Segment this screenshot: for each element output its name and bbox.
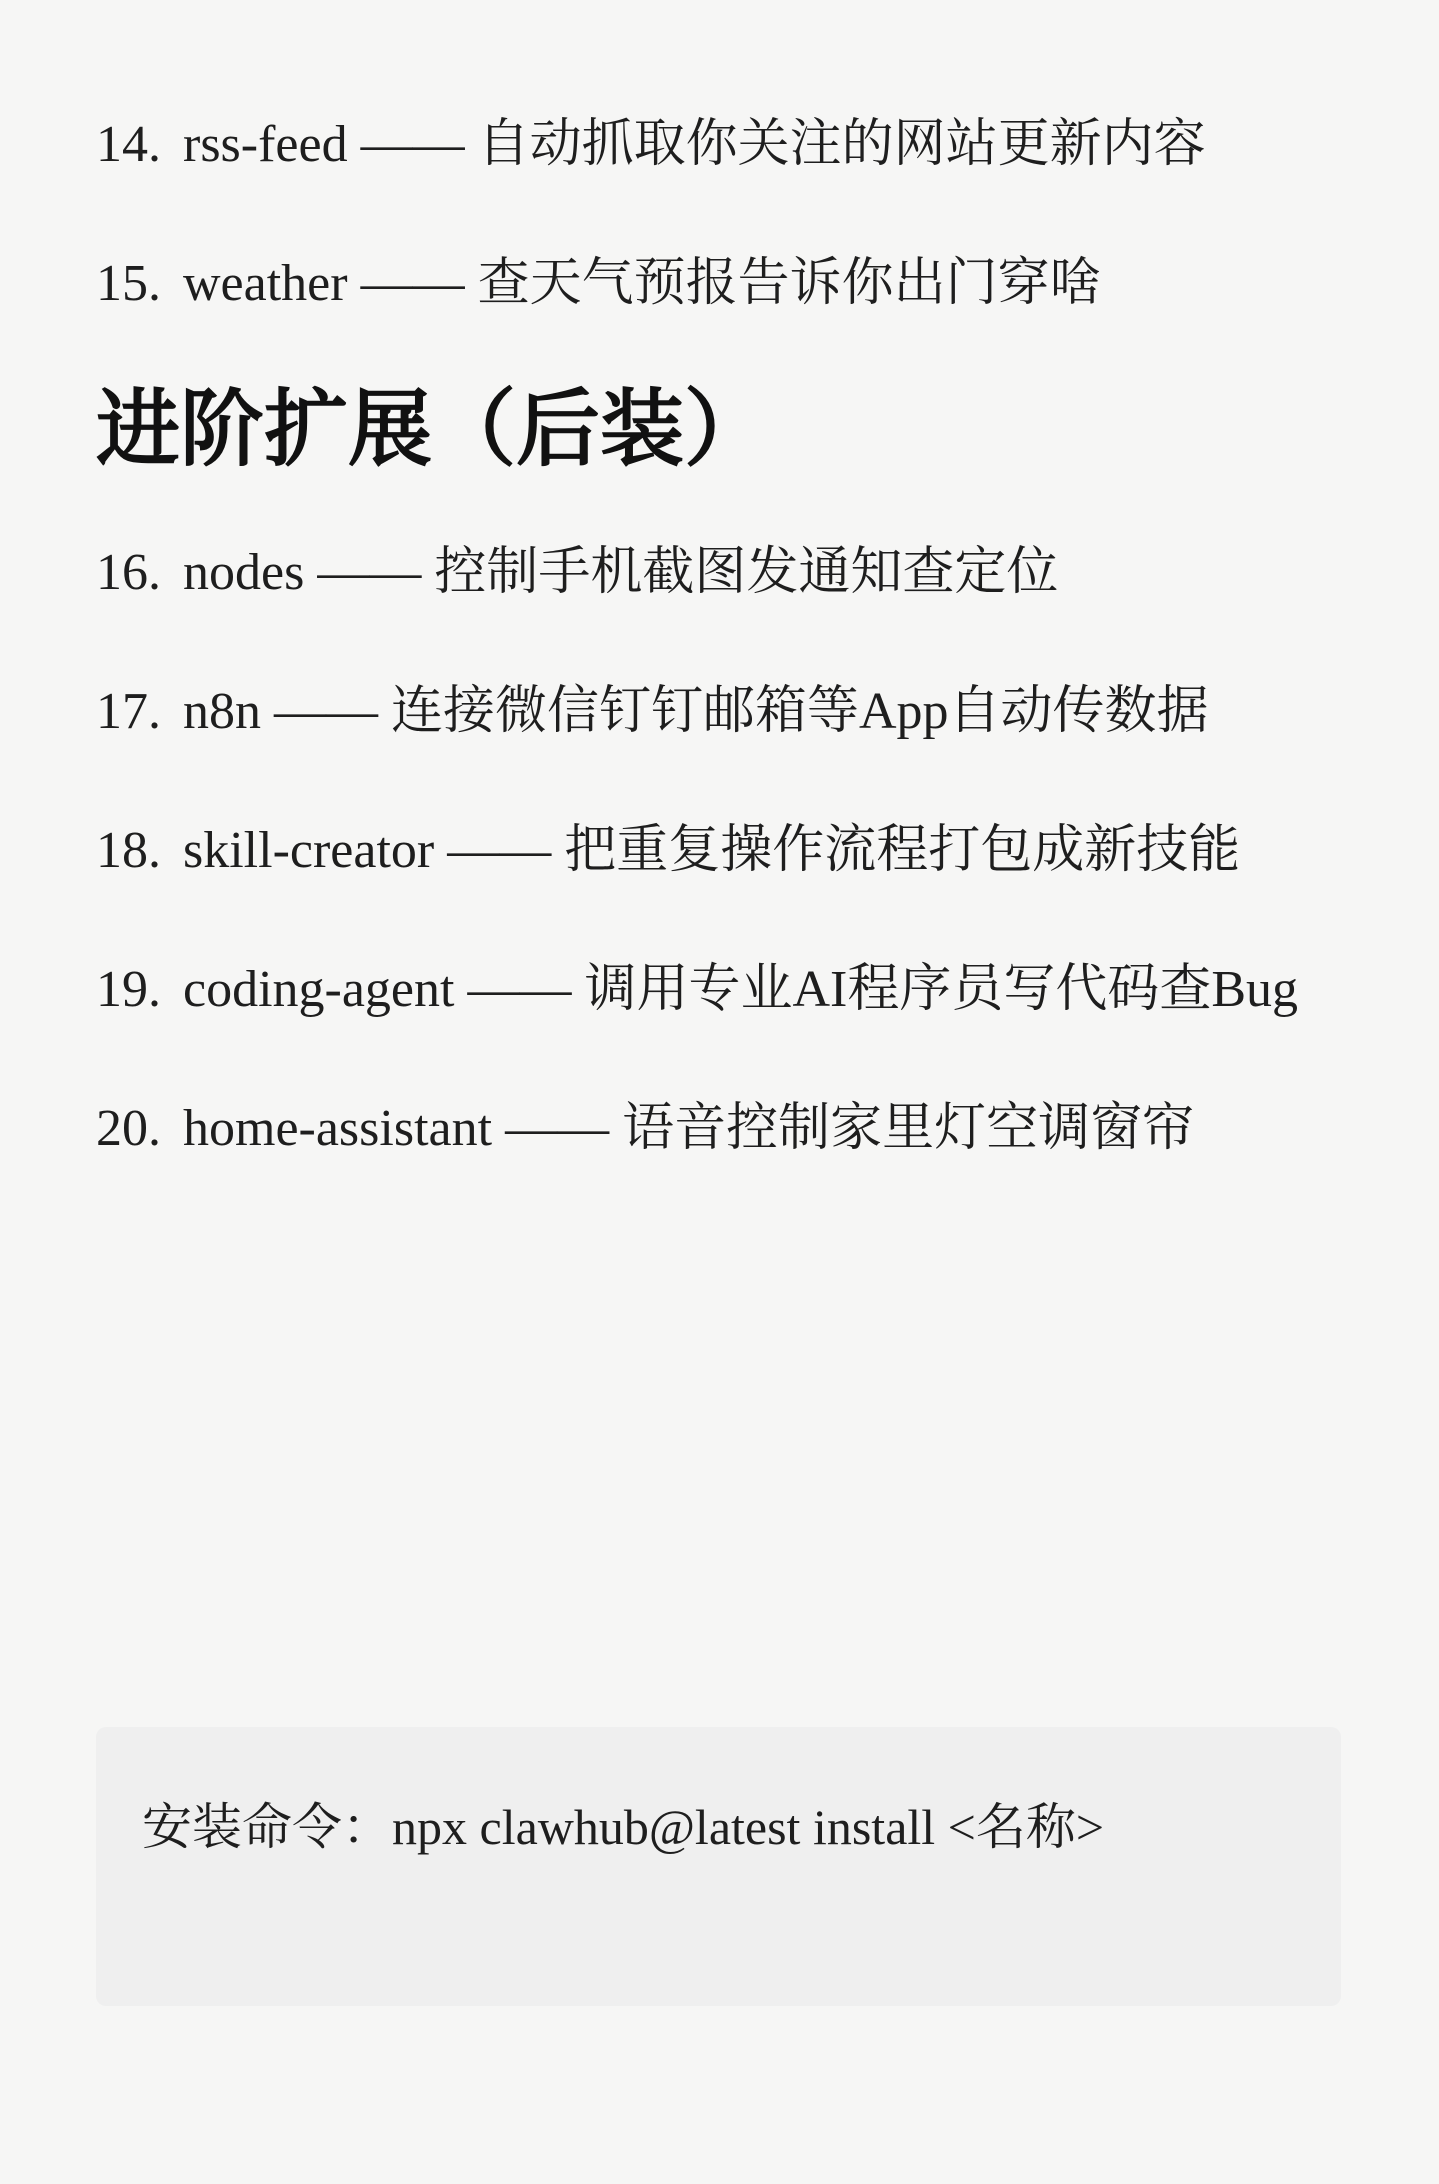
item-number: 20. [96,1100,161,1157]
install-command: npx clawhub@latest install <名称> [392,1799,1105,1855]
item-name: coding-agent [183,961,455,1018]
item-desc: 连接微信钉钉邮箱等App自动传数据 [391,683,1209,740]
item-dash: —— [467,961,572,1018]
item-dash: —— [317,544,422,601]
document-body [96,96,1346,1219]
item-desc: 查天气预报告诉你出门穿啥 [477,255,1102,312]
install-command-box [96,1727,1341,2006]
item-dash: —— [447,822,552,879]
item-desc: 把重复操作流程打包成新技能 [564,822,1241,879]
item-name: nodes [183,544,305,601]
item-name: weather [183,255,348,312]
list-item [96,96,1346,193]
item-desc: 调用专业AI程序员写代码查Bug [584,961,1299,1018]
item-desc: 语音控制家里灯空调窗帘 [622,1100,1195,1157]
section-heading: 进阶扩展（后装） [96,384,769,477]
list-item [96,941,1346,1038]
list-item [96,802,1346,899]
item-number: 16. [96,544,161,601]
item-number: 17. [96,683,161,740]
item-desc: 自动抓取你关注的网站更新内容 [477,116,1206,173]
item-dash: —— [505,1100,610,1157]
item-number: 15. [96,255,161,312]
item-dash: —— [360,116,465,173]
list-item [96,1080,1346,1177]
item-desc: 控制手机截图发通知查定位 [434,544,1059,601]
item-name: skill-creator [183,822,435,879]
list-item [96,663,1346,760]
item-number: 14. [96,116,161,173]
item-name: rss-feed [183,116,348,173]
install-label: 安装命令： [142,1799,392,1855]
item-dash: —— [360,255,465,312]
item-name: home-assistant [183,1100,493,1157]
list-item [96,235,1346,332]
item-number: 19. [96,961,161,1018]
item-number: 18. [96,822,161,879]
item-name: n8n [183,683,261,740]
item-dash: —— [274,683,378,740]
list-item [96,524,1346,621]
